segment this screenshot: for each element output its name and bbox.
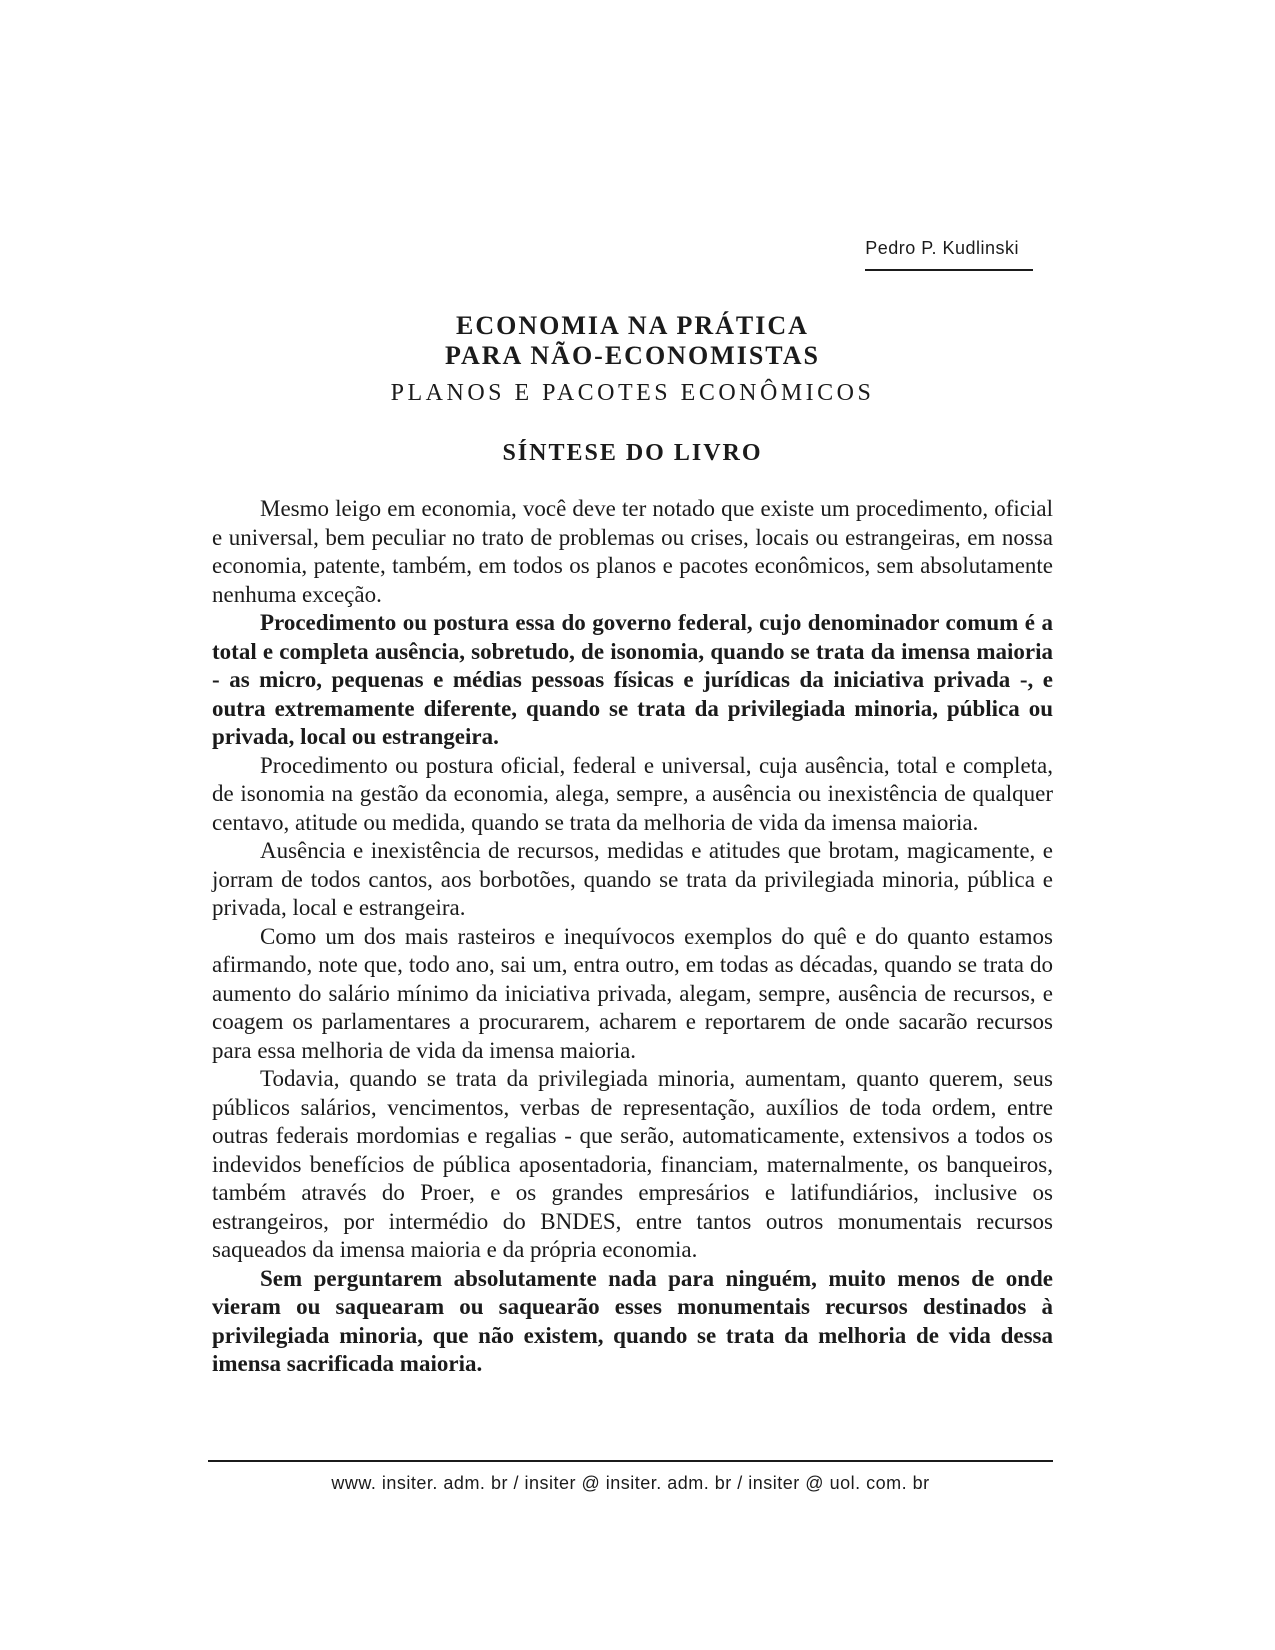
paragraph-1: Mesmo leigo em economia, você deve ter notado que existe um procedimento, oficial e universal, bem peculiar no trato de problemas ou crises, locais ou estrangeiras, em nossa economia, patente, também, em todos os planos e pacotes econômicos, sem absolutamente nenhuma exceção. — [212, 496, 1053, 607]
paragraph-5: Como um dos mais rasteiros e inequívocos exemplos do quê e do quanto estamos afirmando, note que, todo ano, sai um, entra outro, em todas as décadas, quando se trata do aumento do salário mínimo da iniciativa privada, alegam, sempre, ausência de recursos, e coagem os parlamentares a procurarem, acharem e reportarem de onde sacarão recursos para essa melhoria de vida da imensa maioria. — [212, 923, 1053, 1063]
paragraph-2: Procedimento ou postura essa do governo federal, cujo denominador comum é a total e completa ausência, sobretudo, de isonomia, quando se trata da imensa maioria - as micro, pequenas e médias pessoas físicas e jurídicas da iniciativa privada -, e outra extremamente diferente, quando se trata da privilegiada minoria, pública ou privada, local ou estrangeira. — [212, 610, 1053, 749]
author-underline-rule — [865, 269, 1033, 271]
footer-links: www. insiter. adm. br / insiter @ insiter. adm. br / insiter @ uol. com. br — [331, 1473, 930, 1493]
page-content — [212, 0, 1053, 1379]
page-footer — [208, 1460, 1053, 1494]
paragraph-4: Ausência e inexistência de recursos, medidas e atitudes que brotam, magicamente, e jorram de todos cantos, aos borbotões, quando se trata da privilegiada minoria, pública e privada, local e estrangeira. — [212, 838, 1053, 920]
paragraph-6: Todavia, quando se trata da privilegiada minoria, aumentam, quanto querem, seus públicos salários, vencimentos, verbas de representação, auxílios de toda ordem, entre outras federais mordomias e regalias - que serão, automaticamente, extensivos a todos os indevidos benefícios de pública aposentadoria, financiam, maternalmente, os banqueiros, também através do Proer, e os grandes empresários e latifundiários, inclusive os estrangeiros, por intermédio do BNDES, entre tantos outros monumentais recursos saqueados da imensa maioria e da própria economia. — [212, 1066, 1053, 1262]
paragraph-3: Procedimento ou postura oficial, federal e universal, cuja ausência, total e completa, de isonomia na gestão da economia, alega, sempre, a ausência ou inexistência de qualquer centavo, atitude ou medida, quando se trata da melhoria de vida da imensa maioria. — [212, 752, 1053, 835]
section-heading: SÍNTESE DO LIVRO — [502, 440, 763, 466]
paragraph-7: Sem perguntarem absolutamente nada para ninguém, muito menos de onde vieram ou saquearam ou saquearão esses monumentais recursos destinados à privilegiada minoria, que não existem, quando se trata da melhoria de vida dessa imensa sacrificada maioria. — [212, 1265, 1053, 1376]
book-title — [212, 311, 1053, 371]
book-title-line2: PARA NÃO-ECONOMISTAS — [445, 341, 820, 370]
book-subtitle: PLANOS E PACOTES ECONÔMICOS — [390, 380, 875, 406]
author-name: Pedro P. Kudlinski — [865, 238, 1019, 258]
footer-rule — [208, 1460, 1053, 1462]
body-text — [212, 495, 1053, 1379]
book-title-line1: ECONOMIA NA PRÁTICA — [456, 311, 809, 340]
